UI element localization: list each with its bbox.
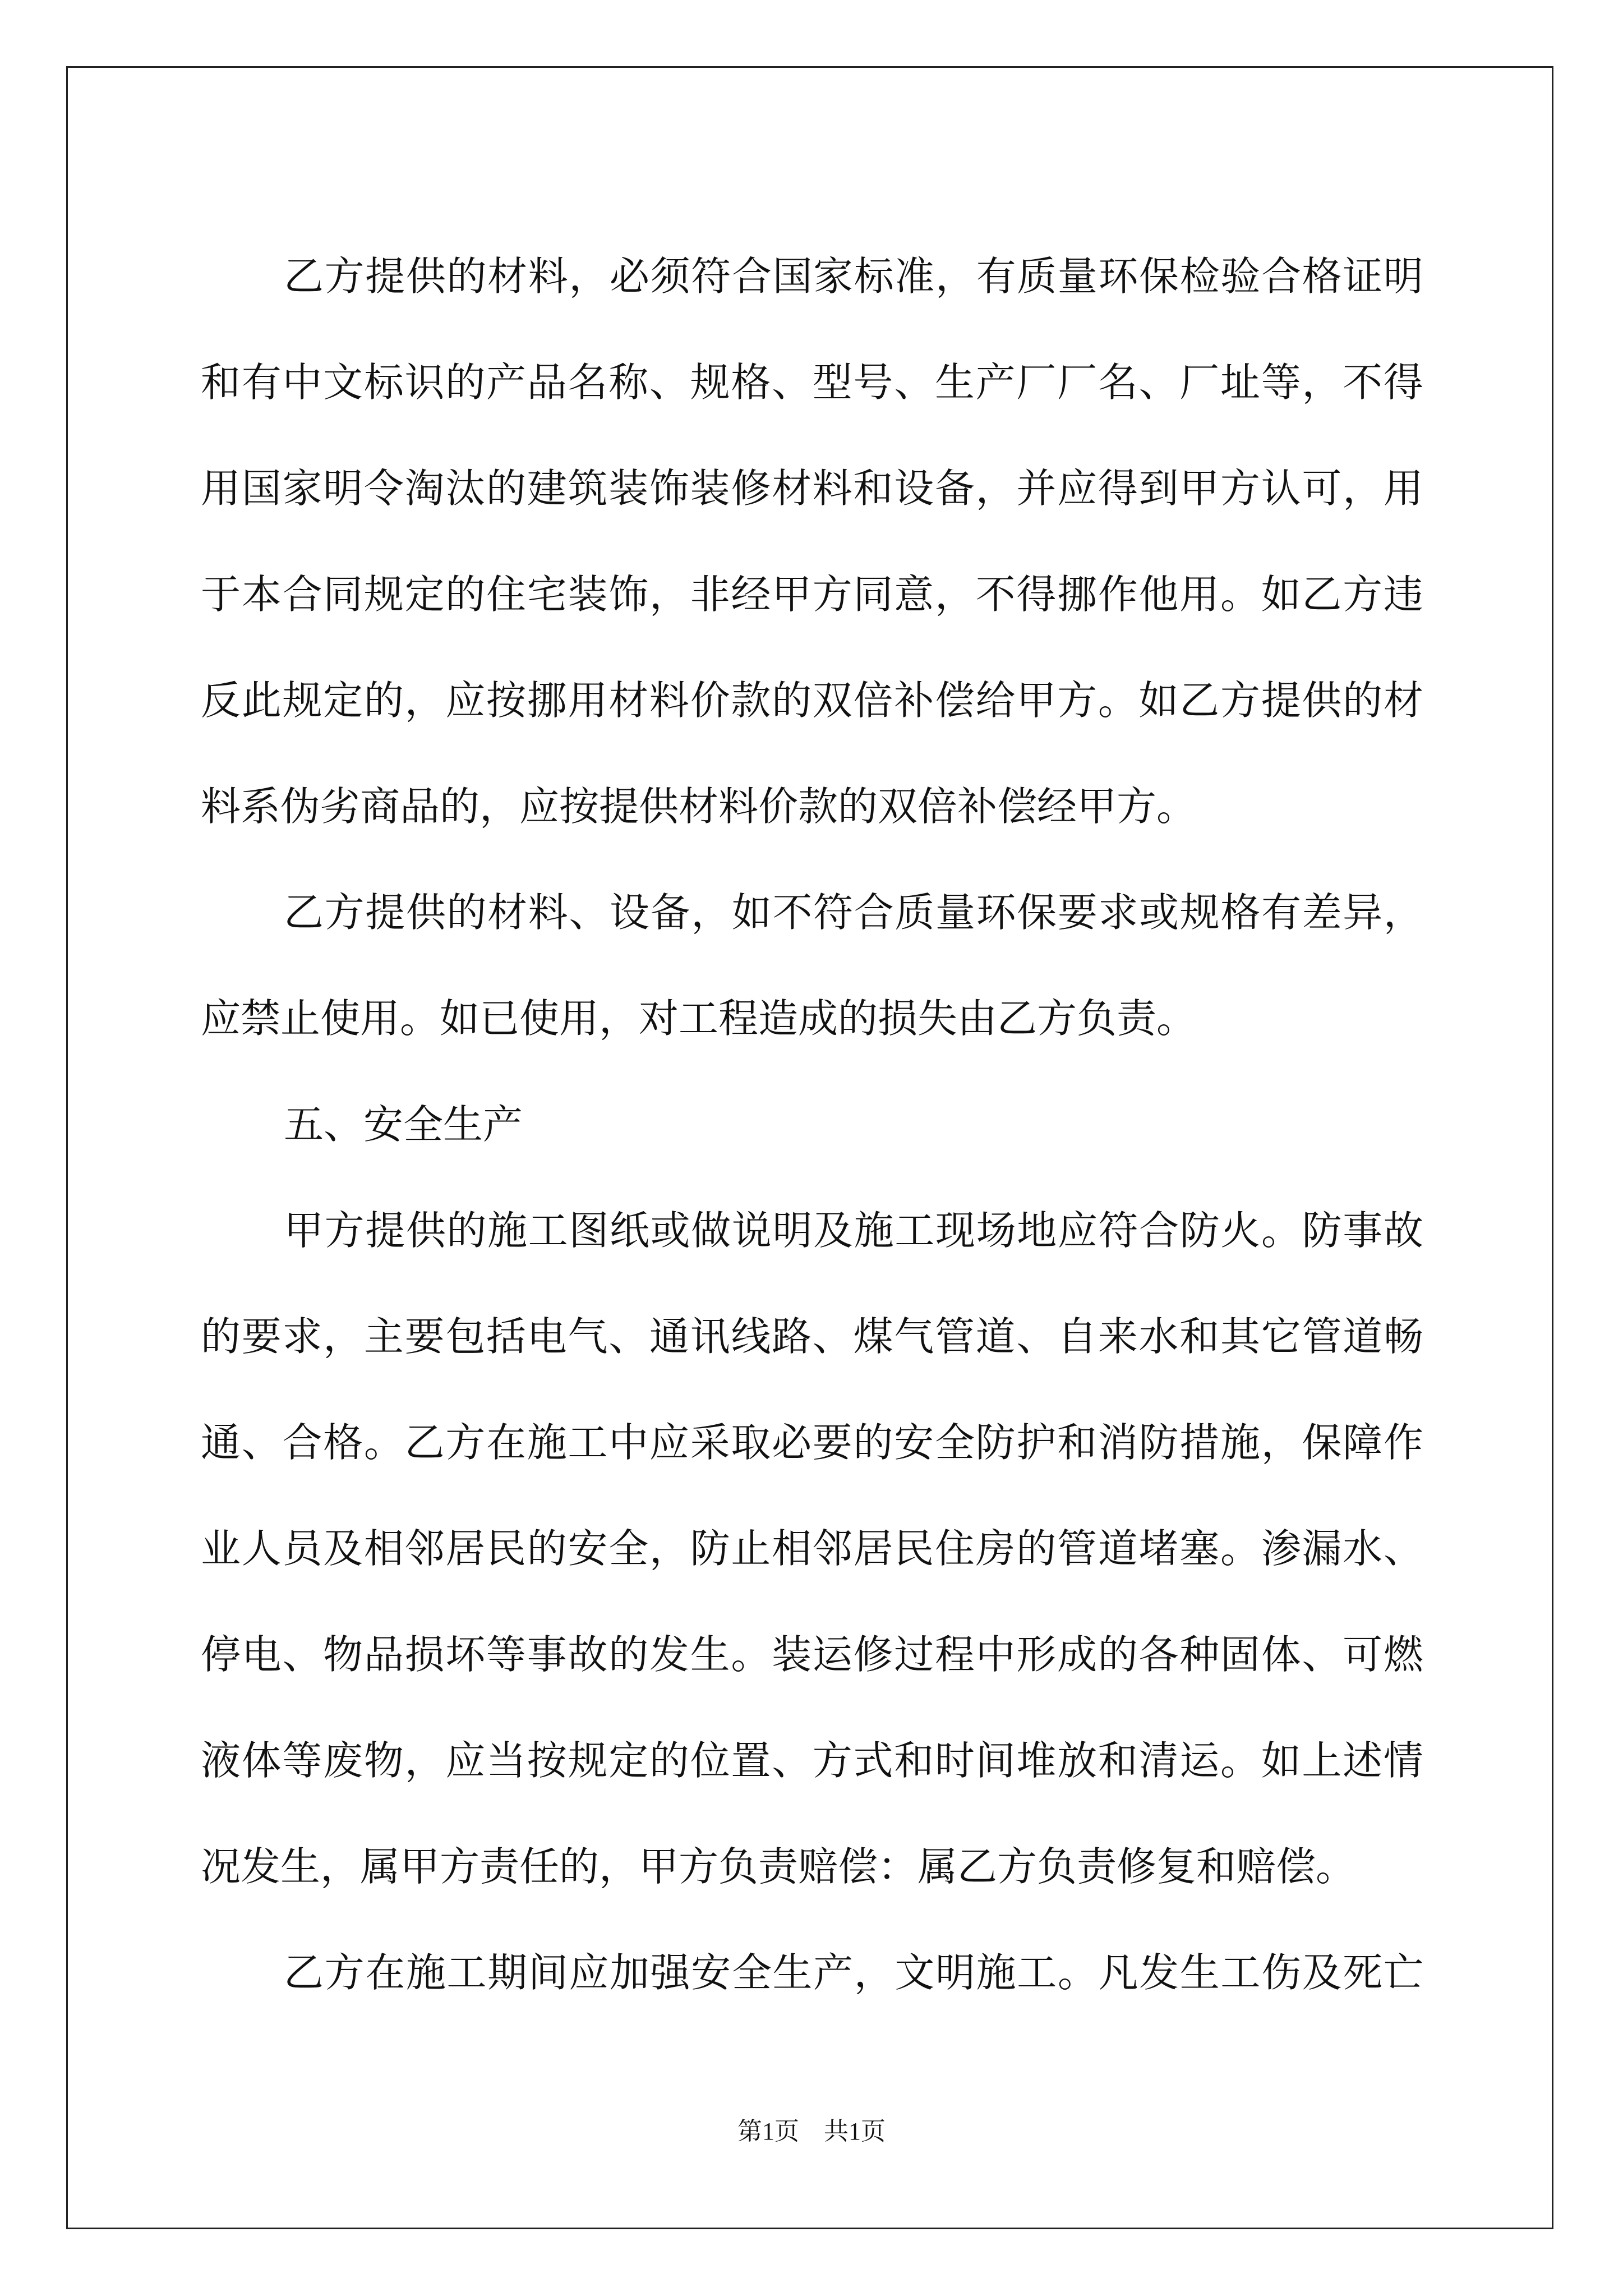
text-line: 反 此 规 定 的 ， 应 按 挪 用 材 料 价 款 的 双 倍 补 偿 给 甲 方 。 如 乙 方 提 供 的 材 (201, 677, 1423, 724)
text-line: 乙 方 提 供 的 材 料 、 设 备 ， 如 不 符 合 质 量 环 保 要 求 或 规 格 有 差 异 ， (284, 889, 1423, 936)
text-line: 应禁止使用。如已使用，对工程造成的损失由乙方负责。 (201, 995, 1197, 1042)
text-line: 乙 方 在 施 工 期 间 应 加 强 安 全 生 产 ， 文 明 施 工 。 凡 发 生 工 伤 及 死 亡 (284, 1949, 1423, 1996)
section-heading: 五、安全生产 (284, 1101, 523, 1148)
page-number-footer: 第1页 共1页 (737, 2118, 886, 2145)
text-line: 于 本 合 同 规 定 的 住 宅 装 饰 ， 非 经 甲 方 同 意 ， 不 得 挪 作 他 用 。 如 乙 方 违 (201, 571, 1423, 618)
text-line: 乙 方 提 供 的 材 料 ， 必 须 符 合 国 家 标 准 ， 有 质 量 环 保 检 验 合 格 证 明 (284, 253, 1423, 300)
text-line: 液 体 等 废 物 ， 应 当 按 规 定 的 位 置 、 方 式 和 时 间 堆 放 和 清 运 。 如 上 述 情 (201, 1737, 1423, 1784)
text-line: 的 要 求 ， 主 要 包 括 电 气 、 通 讯 线 路 、 煤 气 管 道 、 自 来 水 和 其 它 管 道 畅 (201, 1313, 1423, 1360)
text-line: 料系伪劣商品的，应按提供材料价款的双倍补偿经甲方。 (201, 783, 1197, 830)
document-body (201, 223, 1423, 2026)
text-line: 况发生，属甲方责任的，甲方负责赔偿：属乙方负责修复和赔偿。 (201, 1843, 1356, 1890)
text-line: 停 电 、 物 品 损 坏 等 事 故 的 发 生 。 装 运 修 过 程 中 形 成 的 各 种 固 体 、 可 燃 (201, 1631, 1423, 1678)
text-line: 甲 方 提 供 的 施 工 图 纸 或 做 说 明 及 施 工 现 场 地 应 符 合 防 火 。 防 事 故 (284, 1207, 1423, 1254)
text-line: 通 、 合 格 。 乙 方 在 施 工 中 应 采 取 必 要 的 安 全 防 护 和 消 防 措 施 ， 保 障 作 (201, 1419, 1423, 1466)
text-line: 和 有 中 文 标 识 的 产 品 名 称 、 规 格 、 型 号 、 生 产 厂 厂 名 、 厂 址 等 ， 不 得 (201, 359, 1423, 406)
text-line: 用 国 家 明 令 淘 汰 的 建 筑 装 饰 装 修 材 料 和 设 备 ， 并 应 得 到 甲 方 认 可 ， 用 (201, 465, 1423, 512)
text-line: 业 人 员 及 相 邻 居 民 的 安 全 ， 防 止 相 邻 居 民 住 房 的 管 道 堵 塞 。 渗 漏 水 、 (201, 1525, 1423, 1572)
